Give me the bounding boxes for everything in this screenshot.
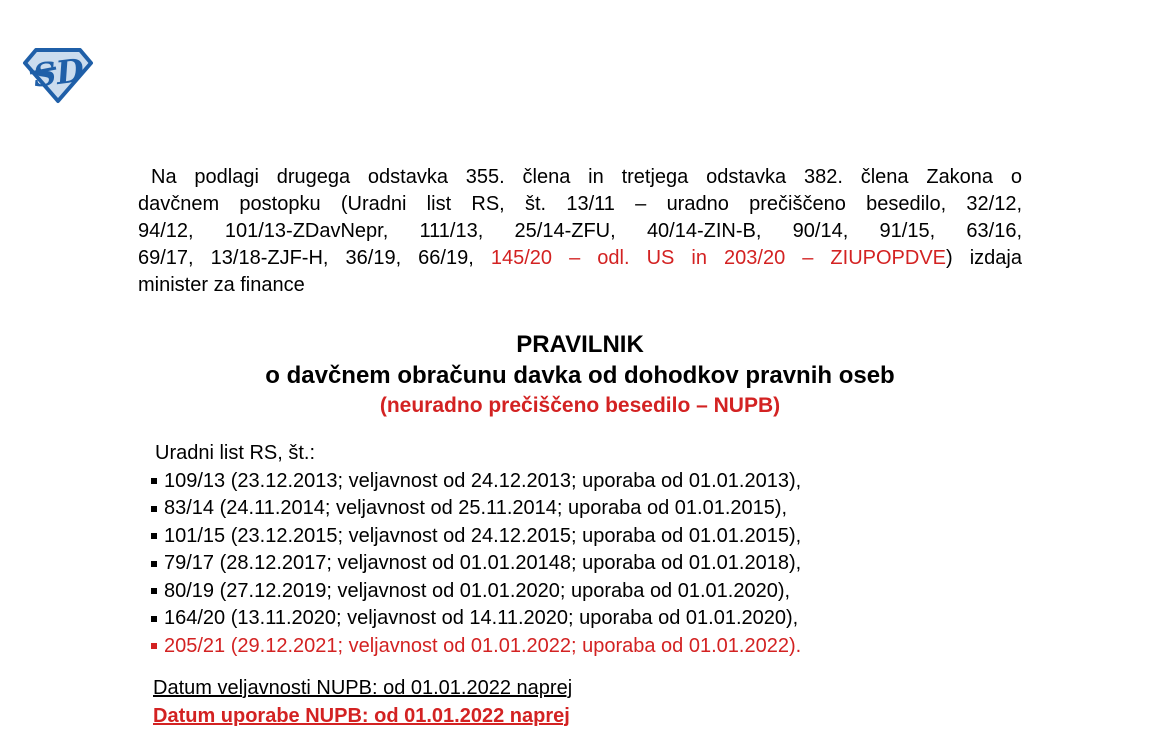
intro-line-4	[138, 245, 1022, 272]
intro-line-3: 94/12, 101/13-ZDavNepr, 111/13, 25/14-ZFU, 40/14-ZIN-B, 90/14, 91/15, 63/16,	[138, 220, 1022, 242]
bullet-square-icon	[151, 533, 157, 539]
list-item-text: 83/14 (24.11.2014; veljavnost od 25.11.2014; uporaba od 01.01.2015),	[164, 497, 788, 519]
svg-text:SD: SD	[31, 50, 87, 95]
intro-line-4-end: ) izdaja	[946, 247, 1022, 269]
list-item-text: 101/15 (23.12.2015; veljavnost od 24.12.2015; uporaba od 01.01.2015),	[164, 524, 802, 547]
bullet-square-icon	[151, 478, 157, 484]
bullet-square-icon	[151, 506, 157, 512]
list-item	[151, 468, 1031, 496]
list-item	[151, 633, 1031, 661]
gazette-list	[151, 440, 1031, 660]
list-heading: Uradni list RS, št.:	[155, 442, 316, 464]
bullet-square-icon	[151, 616, 157, 622]
nupb-note: (neuradno prečiščeno besedilo – NUPB)	[379, 394, 781, 417]
intro-paragraph	[138, 164, 1022, 299]
list-item-text: 164/20 (13.11.2020; veljavnost od 14.11.2020; uporaba od 01.01.2020),	[164, 607, 799, 629]
list-item-text: 205/21 (29.12.2021; veljavnost od 01.01.2022; uporaba od 01.01.2022).	[164, 634, 802, 657]
list-item-text: 109/13 (23.12.2013; veljavnost od 24.12.2013; uporaba od 01.01.2013),	[164, 469, 802, 492]
bullet-square-icon	[151, 588, 157, 594]
validity-date-line: Datum veljavnosti NUPB: od 01.01.2022 naprej	[153, 677, 573, 699]
intro-line-4-black: 69/17, 13/18-ZJF-H, 36/19, 66/19,	[138, 247, 474, 269]
intro-line-2: davčnem postopku (Uradni list RS, št. 13/11 – uradno prečiščeno besedilo, 32/12,	[138, 193, 1022, 215]
list-item-text: 80/19 (27.12.2019; veljavnost od 01.01.2020; uporaba od 01.01.2020),	[164, 579, 791, 602]
intro-line-1: Na podlagi drugega odstavka 355. člena in tretjega odstavka 382. člena Zakona o	[151, 166, 1022, 188]
intro-line-4-red-citation: 145/20 – odl. US in 203/20 – ZIUPOPDVE	[490, 247, 947, 269]
list-item-text: 79/17 (28.12.2017; veljavnost od 01.01.20148; uporaba od 01.01.2018),	[164, 552, 802, 574]
document-title: PRAVILNIK	[516, 331, 644, 358]
sd-logo-icon	[22, 46, 94, 104]
title-block	[138, 329, 1022, 421]
list-item	[151, 578, 1031, 606]
bullet-square-icon	[151, 561, 157, 567]
document-subtitle: o davčnem obračunu davka od dohodkov pravnih oseb	[265, 362, 895, 389]
list-item	[151, 523, 1031, 551]
list-item	[151, 550, 1031, 578]
bullet-square-icon	[151, 643, 157, 649]
list-item	[151, 495, 1031, 523]
footer-dates	[153, 675, 572, 730]
intro-line-5: minister za finance	[138, 274, 305, 296]
usage-date-line: Datum uporabe NUPB: od 01.01.2022 naprej	[153, 704, 570, 727]
list-item	[151, 605, 1031, 633]
